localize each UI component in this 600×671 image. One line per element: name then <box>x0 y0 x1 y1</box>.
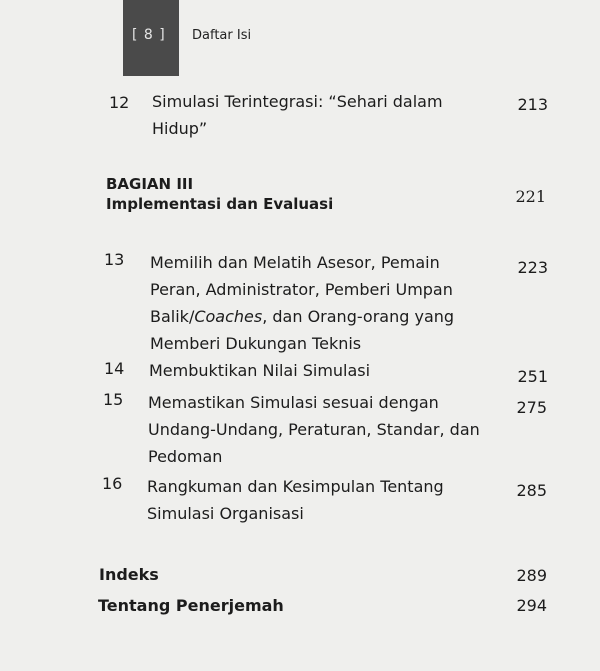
chapter-title-line: Hidup” <box>152 119 208 138</box>
part-label: BAGIAN III <box>106 175 194 193</box>
chapter-title-line: Memilih dan Melatih Asesor, Pemain <box>150 253 440 272</box>
chapter-title <box>147 473 444 527</box>
chapter-title-line: Memastikan Simulasi sesuai dengan <box>148 393 439 412</box>
translator-entry: Tentang Penerjemah <box>98 596 284 615</box>
chapter-number: 12 <box>109 93 130 112</box>
page-ref: 275 <box>516 398 547 417</box>
page-ref: 221 <box>515 187 546 206</box>
chapter-title-line: Peran, Administrator, Pemberi Umpan <box>150 280 453 299</box>
chapter-title <box>152 88 443 142</box>
page-ref: 223 <box>517 258 548 277</box>
chapter-title-line: Pedoman <box>148 447 223 466</box>
part-title: Implementasi dan Evaluasi <box>106 195 334 213</box>
page-ref: 213 <box>517 95 548 114</box>
page-ref: 294 <box>516 596 547 615</box>
chapter-title-line: Memberi Dukungan Teknis <box>150 334 362 353</box>
part-heading <box>106 174 333 214</box>
chapter-title-line: Balik/Coaches, dan Orang-orang yang <box>150 307 455 326</box>
page-number: [ 8 ] <box>132 27 166 43</box>
chapter-title <box>150 249 454 357</box>
page-ref: 251 <box>517 367 548 386</box>
index-entry: Indeks <box>99 565 159 584</box>
chapter-title-line: Simulasi Terintegrasi: “Sehari dalam <box>152 92 443 111</box>
chapter-title <box>148 389 480 470</box>
running-title: Daftar Isi <box>192 28 252 43</box>
chapter-title: Membuktikan Nilai Simulasi <box>149 361 371 380</box>
chapter-title-line: Undang-Undang, Peraturan, Standar, dan <box>148 420 480 439</box>
chapter-number: 16 <box>102 474 123 493</box>
page-ref: 289 <box>516 566 547 585</box>
chapter-number: 14 <box>104 359 125 378</box>
chapter-title-line: Simulasi Organisasi <box>147 504 304 523</box>
page-ref: 285 <box>516 481 547 500</box>
chapter-title-line: Rangkuman dan Kesimpulan Tentang <box>147 477 444 496</box>
chapter-number: 13 <box>104 250 125 269</box>
chapter-number: 15 <box>103 390 124 409</box>
